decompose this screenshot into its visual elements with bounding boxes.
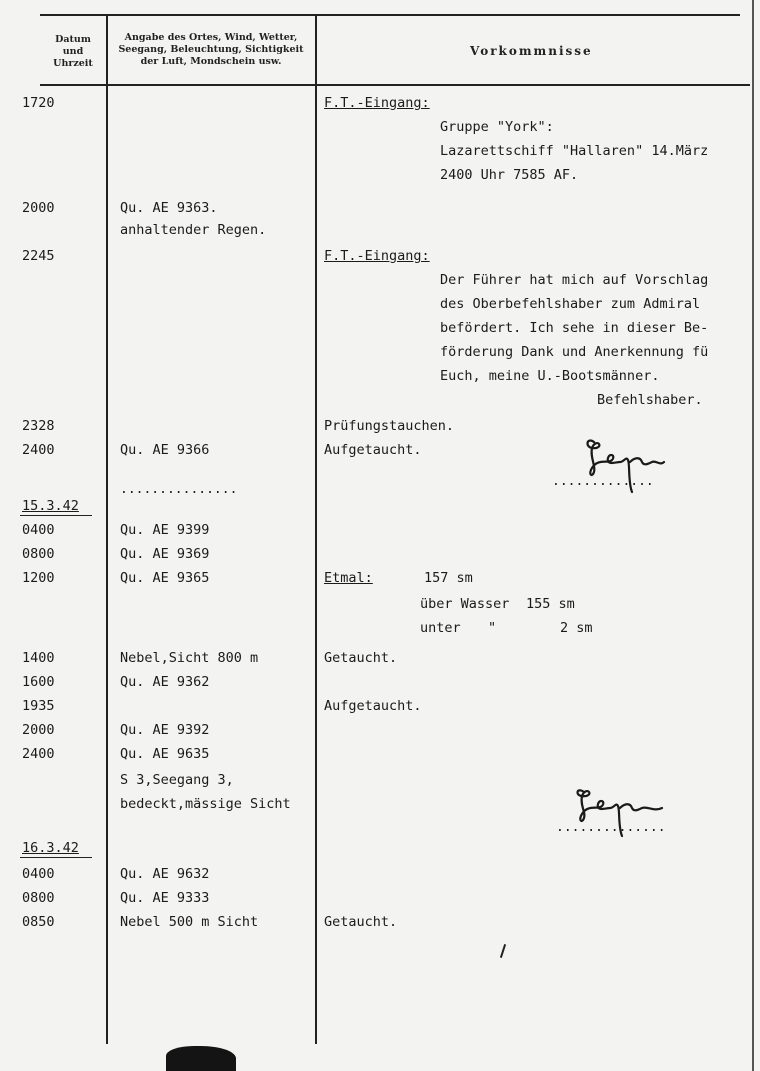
header-col1: Datum und Uhrzeit: [53, 34, 93, 69]
event-1935: Aufgetaucht.: [324, 698, 422, 714]
time-1720: 1720: [22, 95, 55, 111]
etmal-below-label: unter: [420, 620, 461, 636]
ft-eingang-2: F.T.-Eingang:: [324, 248, 430, 264]
time-2000-b: 2000: [22, 722, 55, 738]
message-line-3: befördert. Ich sehe in dieser Be-: [440, 320, 709, 336]
date-rule-2: [20, 857, 92, 858]
place-0850: Nebel 500 m Sicht: [120, 914, 259, 930]
time-1400: 1400: [22, 650, 55, 666]
date-15-3-42: 15.3.42: [22, 498, 79, 514]
column-rule-1: [106, 14, 108, 1044]
place-2000-line-1: Qu. AE 9363.: [120, 200, 218, 216]
right-edge-rule: [752, 0, 754, 1071]
etmal-below-ditto: ": [488, 620, 497, 636]
york-line-3: 2400 Uhr 7585 AF.: [440, 167, 579, 183]
time-2245: 2245: [22, 248, 55, 264]
column-rule-2: [315, 14, 317, 1044]
message-line-5: Euch, meine U.-Bootsmänner.: [440, 368, 660, 384]
header-col3: Vorkommnisse: [470, 44, 593, 58]
time-2400-b: 2400: [22, 746, 55, 762]
stray-mark: [500, 944, 506, 958]
date-16-3-42: 16.3.42: [22, 840, 79, 856]
event-0850: Getaucht.: [324, 914, 398, 930]
time-2400-a: 2400: [22, 442, 55, 458]
time-1935: 1935: [22, 698, 55, 714]
time-0800-b: 0800: [22, 890, 55, 906]
place-1600: Qu. AE 9362: [120, 674, 210, 690]
time-0400-a: 0400: [22, 522, 55, 538]
time-1600: 1600: [22, 674, 55, 690]
place-1400: Nebel,Sicht 800 m: [120, 650, 259, 666]
time-1200: 1200: [22, 570, 55, 586]
place-0400-b: Qu. AE 9632: [120, 866, 210, 882]
header-bottom-rule: [40, 84, 750, 86]
message-line-4: förderung Dank und Anerkennung fü: [440, 344, 709, 360]
place-2000-line-2: anhaltender Regen.: [120, 222, 267, 238]
york-line-1: Gruppe "York":: [440, 119, 554, 135]
time-0800-a: 0800: [22, 546, 55, 562]
time-0850: 0850: [22, 914, 55, 930]
top-rule: [40, 14, 740, 16]
event-2400-a: Aufgetaucht.: [324, 442, 422, 458]
message-line-2: des Oberbefehlshaber zum Admiral: [440, 296, 701, 312]
etmal-above-label: über Wasser: [420, 596, 510, 612]
signature-dots-1: .............: [552, 474, 654, 489]
header-col2: Angabe des Ortes, Wind, Wetter, Seegang, Beleuchtung, Sichtigkeit der Luft, Mondschein usw.: [118, 32, 304, 67]
place-0800-b: Qu. AE 9333: [120, 890, 210, 906]
date-rule-1: [20, 515, 92, 516]
signature-dots-2: ..............: [556, 820, 666, 835]
place-2400-a: Qu. AE 9366: [120, 442, 210, 458]
place-dotted-line: ...............: [120, 482, 238, 497]
ink-blot: [166, 1046, 236, 1071]
place-2400-b-line-1: Qu. AE 9635: [120, 746, 210, 762]
york-line-2: Lazarettschiff "Hallaren" 14.März: [440, 143, 709, 159]
time-2328: 2328: [22, 418, 55, 434]
etmal-label: Etmal:: [324, 570, 373, 586]
etmal-below-value: 2 sm: [560, 620, 593, 636]
etmal-above-value: 155 sm: [526, 596, 575, 612]
signature-1: [582, 432, 672, 502]
event-2328: Prüfungstauchen.: [324, 418, 455, 434]
place-0400-a: Qu. AE 9399: [120, 522, 210, 538]
message-line-1: Der Führer hat mich auf Vorschlag: [440, 272, 709, 288]
place-2000-b: Qu. AE 9392: [120, 722, 210, 738]
place-1200: Qu. AE 9365: [120, 570, 210, 586]
place-0800-a: Qu. AE 9369: [120, 546, 210, 562]
place-2400-b-line-3: bedeckt,mässige Sicht: [120, 796, 291, 812]
etmal-total: 157 sm: [424, 570, 473, 586]
time-0400-b: 0400: [22, 866, 55, 882]
place-2400-b-line-2: S 3,Seegang 3,: [120, 772, 234, 788]
ft-eingang-1: F.T.-Eingang:: [324, 95, 430, 111]
time-2000: 2000: [22, 200, 55, 216]
event-1400: Getaucht.: [324, 650, 398, 666]
message-signature-line: Befehlshaber.: [597, 392, 703, 408]
